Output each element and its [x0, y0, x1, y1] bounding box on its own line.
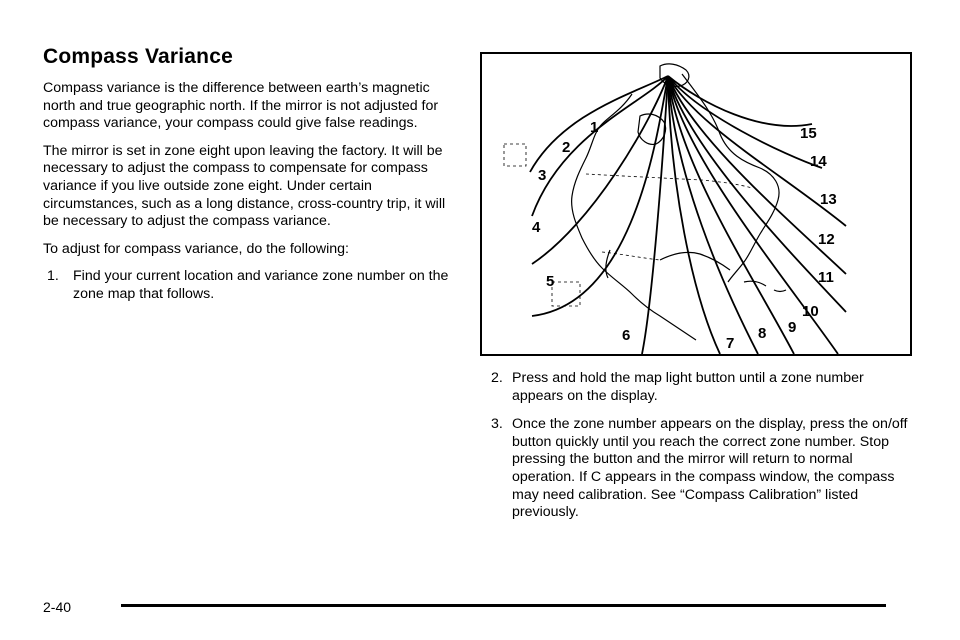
zone-label-7: 7 — [726, 335, 735, 352]
zone-label-6: 6 — [622, 327, 631, 344]
zone-label-3: 3 — [538, 167, 547, 184]
step-1-number: 1. — [47, 268, 59, 285]
zone-label-10: 10 — [802, 303, 819, 320]
caribbean-islands — [744, 281, 786, 291]
zone-boundary-line — [530, 76, 668, 172]
zone-label-11: 11 — [818, 269, 834, 286]
zone-label-13: 13 — [820, 191, 837, 208]
zone-label-14: 14 — [810, 153, 827, 170]
footer-rule — [121, 604, 886, 607]
alaska-box — [504, 144, 526, 166]
right-column — [480, 52, 910, 533]
hawaii-box — [552, 282, 580, 306]
steps-list-left — [43, 268, 453, 303]
step-3-text: Once the zone number appears on the display, press the on/off button quickly until you reach the correct zone number. Stop pressing the button and the mirror will return to normal operation. If C appears in the compass window, the compass may need calibration. See “Compass Calibration” listed previously. — [512, 416, 908, 521]
us-mexico-border — [602, 252, 660, 260]
coastline-east — [682, 74, 779, 282]
step-1 — [43, 268, 453, 303]
compass-zone-map — [480, 52, 912, 356]
paragraph-definition: Compass variance is the difference between earth’s magnetic north and true geographic north. If the mirror is not adjusted for compass variance, your compass could give false readings. — [43, 80, 439, 132]
zone-label-4: 4 — [532, 219, 541, 236]
zone-label-2: 2 — [562, 139, 571, 156]
step-1-text: Find your current location and variance zone number on the zone map that follows. — [73, 268, 449, 302]
zone-label-12: 12 — [818, 231, 835, 248]
step-3 — [480, 416, 910, 522]
step-3-number: 3. — [491, 416, 503, 433]
zone-boundary-line — [668, 76, 822, 168]
page-number: 2-40 — [43, 599, 72, 615]
zone-label-5: 5 — [546, 273, 555, 290]
zone-lines — [530, 76, 846, 354]
zone-label-1: 1 — [590, 119, 599, 136]
zone-map-figure — [482, 54, 910, 354]
zone-label-15: 15 — [800, 125, 817, 142]
paragraph-instructions-intro: To adjust for compass variance, do the following: — [43, 240, 349, 257]
step-2-text: Press and hold the map light button until a zone number appears on the display. — [512, 370, 864, 404]
zone-label-8: 8 — [758, 325, 767, 342]
gulf-coast — [660, 252, 730, 270]
zone-label-9: 9 — [788, 319, 797, 336]
steps-list-right — [480, 370, 910, 522]
paragraph-factory-setting: The mirror is set in zone eight upon leaving the factory. It will be necessary to adjust the compass to compensate for compass variance if you live outside zone eight. Under certain circumstances, such as a long distance, cross-country trip, it will be necessary to adjust the compass variance. — [43, 142, 446, 230]
left-column — [43, 44, 453, 315]
step-2 — [480, 370, 910, 405]
step-2-number: 2. — [491, 370, 503, 386]
section-title: Compass Variance — [43, 45, 233, 68]
